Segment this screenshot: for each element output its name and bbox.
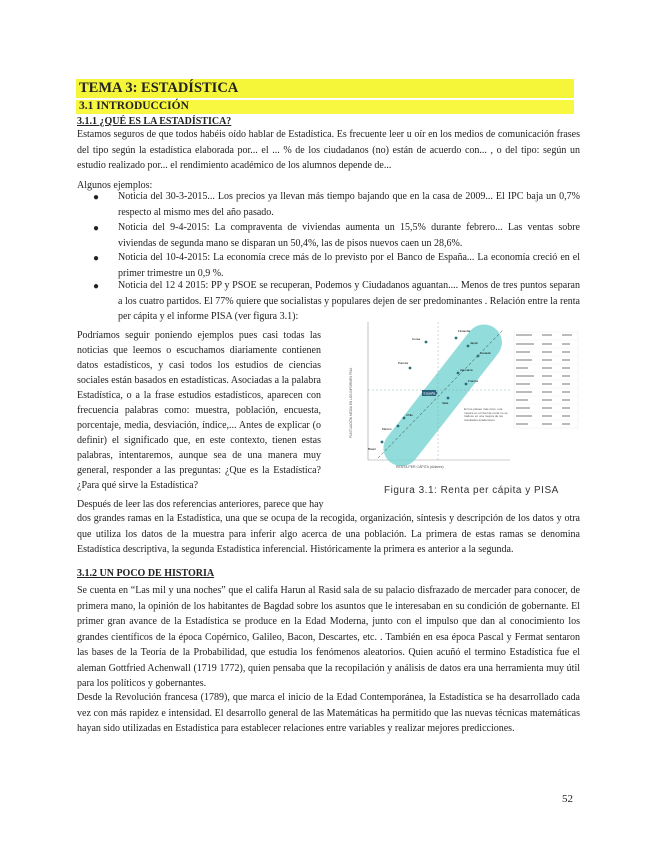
subsection-heading-1: 3.1.1 ¿QUÉ ES LA ESTADÍSTICA? — [77, 116, 232, 127]
label-chile: Chile — [406, 413, 413, 417]
label-mexico: México — [382, 427, 392, 431]
point-france — [465, 383, 468, 386]
bullet-item: Noticia del 10-4-2015: La economía crece más de lo previsto por el Banco de España... La economía creció en el primer trimestre un 0,9 %. — [118, 252, 580, 279]
point-mexico — [397, 425, 400, 428]
pisa-chart — [338, 318, 582, 476]
intro-paragraph: Estamos seguros de que todos habéis oído hablar de Estadística. Es frecuente leer u oír en los medios de comunicación frases del tipo según la estadística elaborada por... el ... % de los ciudadanos (no) están de acuerdo con... , o del tipo: según un estudio realizado por... el rendimiento académico de los alumnos depende de... — [77, 129, 580, 171]
point-canada — [477, 355, 480, 358]
point-japan — [467, 345, 470, 348]
after-figure-first-line: Después de leer las dos referencias anteriores, parece que hay — [77, 499, 324, 510]
after-figure-paragraph: dos grandes ramas en la Estadística, una que se ocupa de la recogida, organización, síntesis y descripción de los datos y otra que utiliza los datos de la muestra para inferir algo acerca de una población. La primera de estas ramas se denomina Estadística descriptiva, la segunda Estadística inferencial. Históricamente la primera es anterior a la segunda. — [77, 513, 580, 555]
section-heading: 3.1 INTRODUCCIÓN — [79, 100, 189, 112]
point-chile — [403, 417, 406, 420]
figure-caption: Figura 3.1: Renta per cápita y PISA — [384, 485, 559, 496]
page-number: 52 — [562, 793, 573, 805]
label-italy: Italia — [442, 401, 449, 405]
subsection-heading-2: 3.1.2 UN POCO DE HISTORIA — [77, 568, 215, 579]
label-france: Francia — [468, 379, 479, 383]
label-canada: Canadá — [480, 351, 491, 355]
bullet-dot: ● — [93, 253, 100, 264]
bullet-item: Noticia del 12 4 2015: PP y PSOE se recuperan, Podemos y Ciudadanos aguantan.... Menos de tres puntos separan a los cuatro partidos. El 77% quiere que socialistas y populares dejen de ser predominantes . Relación entre la renta per cápita y el informe PISA (ver figura 3.1): — [118, 280, 580, 322]
label-finland: Finlandia — [458, 329, 471, 333]
label-germany: Alemania — [460, 368, 473, 372]
spain-highlight-label: España — [423, 391, 436, 396]
chart-note: En los países más ricos, una mejora en el nivel de renta no se traduce en una mejora de los resultados académicos — [464, 408, 508, 422]
label-japan: Japón — [470, 341, 479, 345]
side-table — [514, 332, 578, 428]
bullet-dot: ● — [93, 223, 100, 234]
bullet-dot: ● — [93, 192, 100, 203]
left-paragraph: Podríamos seguir poniendo ejemplos pues casi todas las noticias que leemos o escuchamos diariamente contienen datos estadísticos, y casi todos los estudios de ciencias sociales están basados en estadísticas. Asociadas a la palabra Estadística, o a la frase estudios estadísticos, aparecen con frecuencia palabras como: muestra, población, encuesta, porcentaje, media, desviación, índice,... Antes de explicar (o definir) el significado que, en este contexto, tienen estas palabras, intentaremos, aunque sea de una manera muy general, responder a las preguntas: ¿Que es la Estadística? ¿Para qué sirve la Estadística? — [77, 330, 321, 491]
bullet-item: Noticia del 30-3-2015... Los precios ya llevan más tiempo bajando que en la casa de 2009... El IPC baja un 0,7% respecto al mismo mes del año pasado. — [118, 191, 580, 218]
label-brazil: Brasil — [368, 447, 376, 451]
point-korea — [425, 341, 428, 344]
label-poland: Polonia — [398, 361, 409, 365]
page-title: TEMA 3: ESTADÍSTICA — [79, 80, 239, 96]
point-poland — [409, 367, 412, 370]
y-axis-label: PUNTUACIÓN MEDIA EN LOS INFORMES PISA — [349, 367, 353, 438]
point-germany — [457, 372, 460, 375]
bullet-dot: ● — [93, 281, 100, 292]
examples-label: Algunos ejemplos: — [77, 180, 153, 191]
point-brazil — [381, 441, 384, 444]
chart-note-box — [464, 408, 512, 436]
history-paragraph-1: Se cuenta en “Las mil y una noches” que el califa Harun al Rasid sala de su palacio disfrazado de mercader para conocer, de primera mano, la opinión de los habitantes de Bagdad sobre los asuntos que le interesaban en su condición de gobernante. El primer gran avance de la Estadística se produce en la Edad Moderna, junto con el impulso que dan al conocimiento los grandes científicos de la época Copérnico, Galileo, Bacon, Descartes, etc. . También en esa época Pascal y Fermat sentaron las bases de la Teoría de la Probabilidad, que estudia los fenómenos aleatorios. Quien acuñó el termino Estadística fue el aleman Gottfried Achenwall (1719 1772), quien pensaba que la recopilación y análisis de datos era una herramienta muy útil para los políticos y gobernantes. — [77, 585, 580, 689]
bullet-item: Noticia del 9-4-2015: La compraventa de viviendas aumenta un 15,5% durante febrero... Las ventas sobre viviendas de segunda mano se disparan un 50,4%, las de pisos nuevos caen un 28,6%. — [118, 222, 580, 249]
label-korea: Corea — [412, 337, 421, 341]
history-paragraph-2: Desde la Revolución francesa (1789), que marca el inicio de la Edad Contemporánea, la Estadística se ha desarrollado cada vez con más rapidez e intensidad. El desarrollo general de las Matemáticas ha permitido que las nuevas técnicas matemáticas hayan sido utilizadas en Estadística para establecer relaciones entre variables y realizar mejores predicciones. — [77, 692, 580, 734]
x-axis-label: RENTA PER CÁPITA (dólares) — [396, 465, 444, 469]
point-finland — [455, 337, 458, 340]
point-italy — [447, 397, 450, 400]
